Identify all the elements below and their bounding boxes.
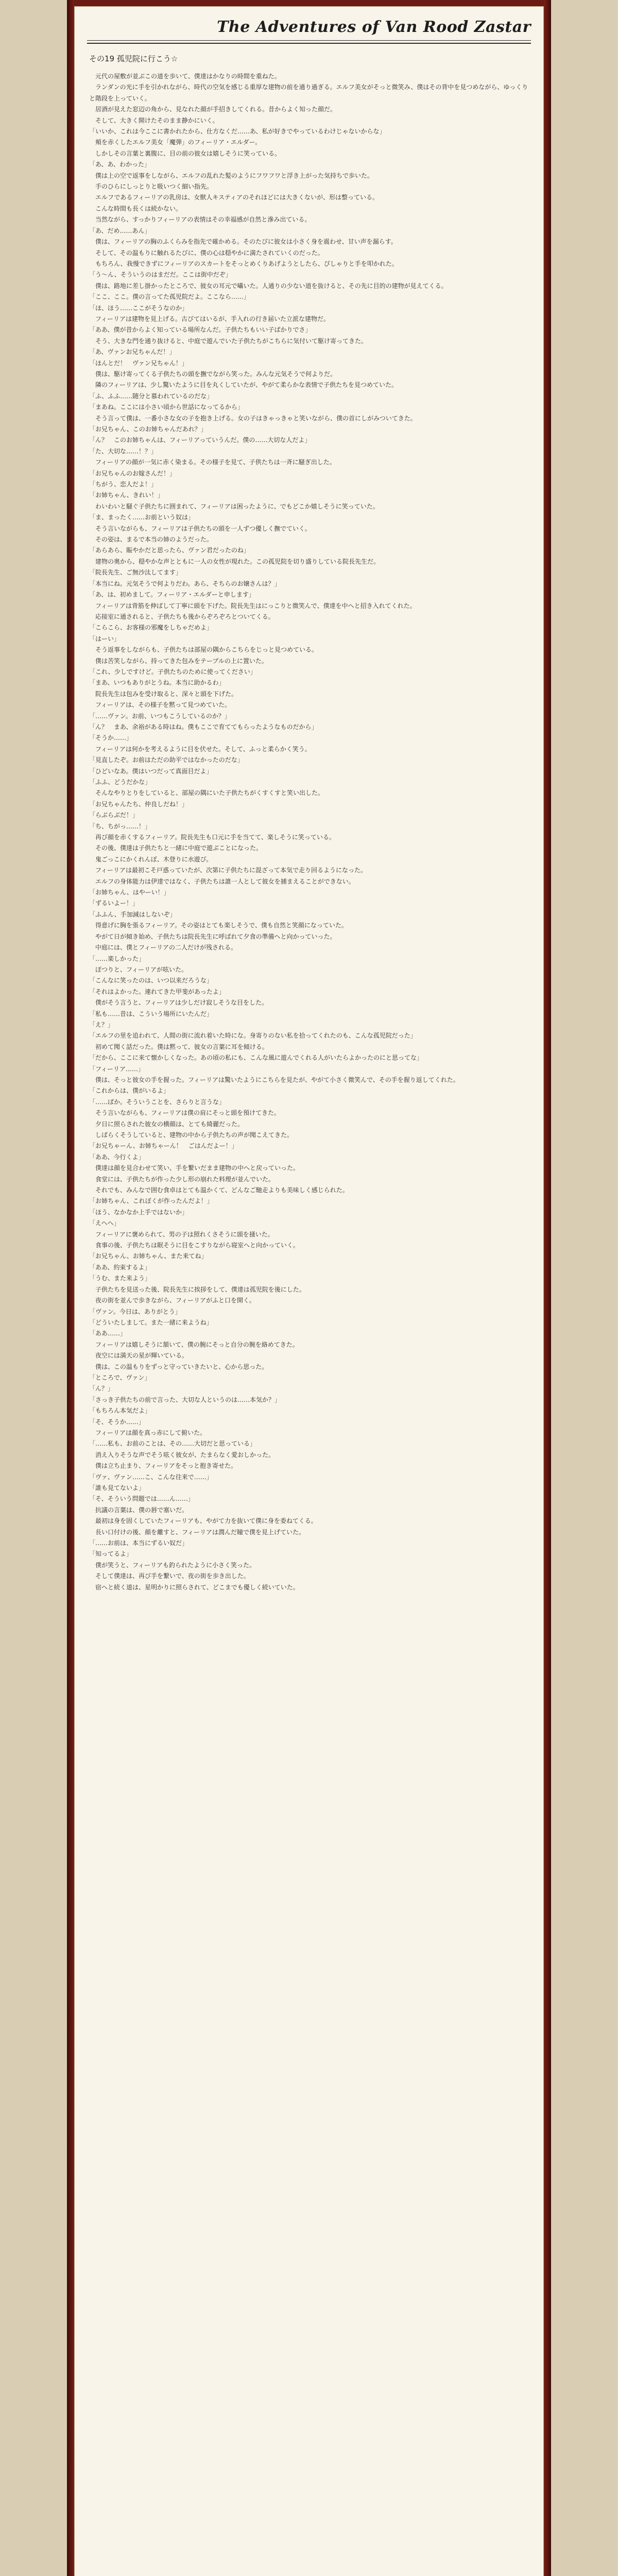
story-paragraph: 「あ、は、初めまして。フィーリア・エルダーと申します」 [89, 591, 255, 599]
story-paragraph: 応接室に通されると、子供たちも後からぞろぞろとついてくる。 [89, 613, 274, 620]
story-paragraph: 「これ、少しですけど。子供たちのために使ってください」 [89, 668, 256, 675]
story-paragraph: 食堂には、子供たちが作った少し形の崩れた料理が並んでいた。 [89, 1175, 275, 1183]
story-paragraph: 「お兄ちゃん、このお姉ちゃんだあれ？」 [89, 426, 207, 433]
story-paragraph: 「ああ、約束するよ」 [89, 1263, 151, 1271]
story-paragraph: 「た、大切な……！？」 [89, 447, 158, 455]
story-paragraph: やがて日が傾き始め、子供たちは院長先生に呼ばれて夕食の準備へと向かっていった。 [89, 933, 336, 940]
header-rule [87, 40, 531, 41]
story-paragraph: フィーリアの顔が一気に赤く染まる。その様子を見て、子供たちは一斉に騒ぎ出した。 [89, 459, 336, 466]
story-paragraph: 得意げに胸を張るフィーリア。その姿はとても楽しそうで、僕も自然と笑顔になっていた。 [89, 922, 348, 929]
story-paragraph: 僕は上の空で返事をしながら、エルフの乱れた髪のようにフワフワと浮き上がった気持ちで歩いた。 [89, 172, 373, 179]
story-paragraph: 「ひどいなあ。僕はいつだって真面目だよ」 [89, 767, 213, 775]
story-paragraph: 「ち、ちがっ……！」 [89, 822, 151, 830]
story-paragraph: 「お姉ちゃん、これぼくが作ったんだよ！」 [89, 1197, 213, 1205]
story-paragraph: そう返事をしながらも、子供たちは部屋の隅からこちらをじっと見つめている。 [89, 646, 318, 654]
story-paragraph: 僕達は顔を見合わせて笑い、手を繋いだまま建物の中へと戻っていった。 [89, 1164, 300, 1172]
story-paragraph: 「ずるいよー！」 [89, 900, 139, 907]
story-paragraph: 「そうか……」 [89, 734, 133, 742]
story-paragraph: 「お兄ちゃーん、お姉ちゃーん！ ごはんだよー！」 [89, 1142, 238, 1150]
story-paragraph: 「さっき子供たちの前で言った、大切な人というのは……本気か？」 [89, 1396, 281, 1403]
story-paragraph: 僕は、そっと彼女の手を握った。フィーリアは驚いたようにこちらを見たが、やがて小さく微笑んで、その手を握り返してくれた。 [89, 1076, 459, 1083]
story-paragraph: 「お兄ちゃんたち、仲良しだね！」 [89, 800, 188, 808]
story-paragraph: 「あ、ヴァンお兄ちゃんだ！」 [89, 348, 176, 356]
story-paragraph: 再び顔を赤くするフィーリア。院長先生も口元に手を当てて、楽しそうに笑っている。 [89, 834, 335, 841]
story-paragraph: 「ま、まったく……お前という奴は」 [89, 514, 195, 521]
page-header [87, 7, 531, 44]
story-paragraph: 「あ、あ、わかった」 [89, 161, 151, 168]
story-paragraph: そう言いながらも、フィーリアは僕の肩にそっと頭を預けてきた。 [89, 1109, 281, 1117]
story-paragraph: 「いいか、これは今ここに書かれたから、仕方なくだ……あ、私が好きでやっているわけじゃないからな」 [89, 128, 386, 135]
story-paragraph: フィーリアに褒められて、男の子は照れくさそうに頭を掻いた。 [89, 1230, 274, 1238]
story-paragraph: 「ふふん、手加減はしないぞ」 [89, 910, 176, 918]
story-paragraph: その後、僕達は子供たちと一緒に中庭で遊ぶことになった。 [89, 844, 263, 852]
story-paragraph: もちろん、我慢できずにフィーリアのスカートをそっとめくりあげようとしたら、ぴしゃりと手を叩かれた。 [89, 260, 398, 267]
story-paragraph: そう言って僕は、一番小さな女の子を抱き上げる。女の子はきゃっきゃと笑いながら、僕の首にしがみついてきた。 [89, 414, 417, 422]
series-title: The Adventures of Van Rood Zastar [217, 18, 531, 36]
story-paragraph: 「えへへ」 [89, 1219, 120, 1227]
story-paragraph: 「ほう、なかなか上手ではないか」 [89, 1208, 188, 1216]
story-paragraph: 「本当にね。元気そうで何よりだわ。あら、そちらのお嬢さんは？」 [89, 580, 281, 587]
story-paragraph: フィーリアは背筋を伸ばして丁寧に頭を下げた。院長先生はにっこりと微笑んで、僕達を中へと招き入れてくれた。 [89, 602, 416, 609]
story-paragraph: 「お兄ちゃんのお嫁さんだ！」 [89, 469, 176, 477]
story-paragraph: 「こんなに笑ったのは、いつ以来だろうな」 [89, 977, 213, 985]
story-paragraph: 「まあね。ここには小さい頃から世話になってるから」 [89, 403, 244, 411]
story-paragraph: 宿へと続く道は、星明かりに照らされて、どこまでも優しく続いていた。 [89, 1583, 299, 1591]
story-paragraph: ランダンの光に手を引かれながら、時代の空気を感じる重厚な建物の前を通り過ぎる。エルフ美女がそっと微笑み、僕はその背中を見つめながら、ゆっくりと階段を上っていく。 [89, 83, 528, 102]
story-paragraph: 初めて聞く話だった。僕は黙って、彼女の言葉に耳を傾ける。 [89, 1043, 268, 1050]
story-paragraph: 「ヴァン。今日は、ありがとう」 [89, 1308, 181, 1315]
story-paragraph: 元代の屋敷が並ぶこの道を歩いて、僕達はかなりの時間を重ねた。 [89, 73, 281, 80]
story-paragraph: それでも、みんなで囲む食卓はとても温かくて、どんなご馳走よりも美味しく感じられた。 [89, 1187, 349, 1194]
story-paragraph: 隣のフィーリアは、少し驚いたように目を丸くしていたが、やがて柔らかな表情で子供たちを見つめていた。 [89, 381, 398, 389]
story-paragraph: 「う〜ん、そういうのはまだだ。ここは街中だぞ」 [89, 271, 232, 279]
story-paragraph: 「お姉ちゃん、はやーい！」 [89, 889, 170, 896]
story-paragraph: そんなやりとりをしていると、部屋の隅にいた子供たちがくすくすと笑い出した。 [89, 789, 324, 797]
story-paragraph: 「ん？」 [89, 1385, 114, 1393]
story-paragraph: 「もちろん本気だよ」 [89, 1407, 151, 1415]
story-paragraph: 「そ、そういう問題では……ん……」 [89, 1495, 194, 1503]
story-paragraph: 「誰も見てないよ」 [89, 1484, 145, 1492]
story-paragraph: その姿は、まるで本当の姉のようだった。 [89, 536, 213, 544]
story-paragraph: 抗議の言葉は、僕の唇で塞いだ。 [89, 1506, 188, 1514]
story-paragraph: そう、大きな門を通り抜けると、中庭で遊んでいた子供たちがこちらに気付いて駆け寄ってきた。 [89, 337, 368, 345]
story-paragraph: 頬を赤くしたエルフ美女「魔弾」のフィーリア・エルダー。 [89, 139, 262, 146]
story-paragraph: 「はーい」 [89, 635, 121, 642]
story-paragraph: 「どういたしまして。また一緒に来ようね」 [89, 1318, 213, 1326]
story-paragraph: 「ほ、ほう……ここがそうなのか」 [89, 304, 188, 312]
story-paragraph: 「まあ、いつもありがとうね。本当に助かるわ」 [89, 679, 225, 687]
story-paragraph: 「だから、ここに来て懐かしくなった。あの頃の私にも、こんな風に遊んでくれる人がいたらよかったのにと思ってな」 [89, 1054, 423, 1062]
story-paragraph: 「エルフの里を追われて、人間の街に流れ着いた時にな。身寄りのない私を拾ってくれたのも、こんな孤児院だった」 [89, 1032, 417, 1040]
story-paragraph: こんな時間も長くは続かない。 [89, 205, 182, 212]
story-paragraph: 僕がそう言うと、フィーリアは少しだけ寂しそうな目をした。 [89, 999, 268, 1007]
story-paragraph: 「そ、そうか……」 [89, 1418, 145, 1426]
story-paragraph: そう言いながらも、フィーリアは子供たちの頭を一人ずつ優しく撫でていく。 [89, 524, 311, 532]
story-paragraph: 「見直したぞ。お前はただの助平ではなかったのだな」 [89, 756, 244, 764]
story-paragraph: 僕は苦笑しながら、持ってきた包みをテーブルの上に置いた。 [89, 657, 268, 665]
story-paragraph: 消え入りそうな声でそう呟く彼女が、たまらなく愛おしかった。 [89, 1451, 275, 1459]
story-paragraph: 僕は、この温もりをずっと守っていきたいと、心から思った。 [89, 1363, 268, 1370]
story-paragraph: 「院長先生、ご無沙汰してます」 [89, 569, 182, 577]
story-paragraph: エルフであるフィーリアの乳房は、女獣人キスティアのそれほどには大きくないが、形は整っている。 [89, 194, 379, 201]
story-paragraph: 「え？」 [89, 1021, 114, 1028]
story-body [89, 71, 529, 1593]
story-paragraph: 「ここ、ここ。僕の言ってた孤児院だよ。ここなら……」 [89, 293, 250, 301]
story-paragraph: フィーリアは、その様子を黙って見つめていた。 [89, 701, 231, 709]
story-paragraph: 「らぶらぶだ！」 [89, 811, 139, 819]
story-paragraph: フィーリアは最初こそ戸惑っていたが、次第に子供たちに混ざって本気で走り回るようになった。 [89, 867, 367, 874]
story-paragraph: 「こらこら、お客様の邪魔をしちゃだめよ」 [89, 624, 213, 632]
story-paragraph: 「これからは、僕がいるよ」 [89, 1087, 170, 1095]
story-paragraph: エルフの身体能力は伊達ではなく、子供たちは誰一人として彼女を捕まえることができない。 [89, 877, 355, 885]
story-paragraph: 「……お前は、本当にずるい奴だ」 [89, 1539, 188, 1547]
story-paragraph: 手のひらにしっとりと吸いつく細い指先。 [89, 183, 213, 191]
story-paragraph: 「ちがう、恋人だよ！」 [89, 481, 158, 488]
story-paragraph: フィーリアは何かを考えるように目を伏せた。そして、ふっと柔らかく笑う。 [89, 745, 311, 753]
story-paragraph: そして僕達は、再び手を繋いで、夜の街を歩き出した。 [89, 1572, 250, 1580]
story-paragraph: 「お兄ちゃん、お姉ちゃん、また来てね」 [89, 1252, 208, 1260]
story-paragraph: 「……ヴァン。お前、いつもこうしているのか？」 [89, 712, 231, 720]
story-paragraph: 最初は身を固くしていたフィーリアも、やがて力を抜いて僕に身を委ねてくる。 [89, 1517, 317, 1525]
story-paragraph: しかしその言葉と裏腹に、目の前の彼女は嬉しそうに笑っている。 [89, 149, 281, 157]
story-paragraph: 「……楽しかった」 [89, 955, 145, 962]
story-paragraph: 中庭には、僕とフィーリアの二人だけが残される。 [89, 944, 237, 952]
story-paragraph: 「お姉ちゃん、きれい！」 [89, 492, 164, 499]
story-paragraph: 建物の奥から、穏やかな声とともに一人の女性が現れた。この孤児院を切り盛りしている院長先生だ。 [89, 557, 380, 565]
story-paragraph: 「うむ、また来よう」 [89, 1275, 151, 1282]
story-paragraph: 僕は立ち止まり、フィーリアをそっと抱き寄せた。 [89, 1462, 237, 1470]
story-paragraph: 夜空には満天の星が輝いている。 [89, 1352, 188, 1360]
story-paragraph: 「ふふ、どうだかな」 [89, 778, 151, 786]
story-paragraph: 子供たちを見送った後、院長先生に挨拶をして、僕達は孤児院を後にした。 [89, 1285, 305, 1293]
story-paragraph: 「ああ、僕が昔からよく知っている場所なんだ。子供たちもいい子ばかりでさ」 [89, 326, 312, 334]
story-paragraph: 夜の街を並んで歩きながら、フィーリアがふと口を開く。 [89, 1297, 255, 1304]
story-paragraph: わいわいと騒ぐ子供たちに囲まれて、フィーリアは困ったように、でもどこか嬉しそうに笑っていた。 [89, 502, 379, 510]
story-paragraph: 「ところで、ヴァン」 [89, 1374, 151, 1381]
story-paragraph: 「……私も、お前のことは、その……大切だと思っている」 [89, 1440, 256, 1448]
story-paragraph: 「知ってるよ」 [89, 1550, 133, 1558]
story-paragraph: 「私も……昔は、こういう場所にいたんだ」 [89, 1010, 213, 1018]
story-paragraph: しばらくそうしていると、建物の中から子供たちの声が聞こえてきた。 [89, 1131, 294, 1139]
frame-edge-left [67, 0, 74, 2576]
story-paragraph: 鬼ごっこにかくれんぼ、木登りに水遊び。 [89, 855, 213, 863]
story-paragraph: 僕は、駆け寄ってくる子供たちの頭を撫でながら笑った。みんな元気そうで何よりだ。 [89, 370, 337, 378]
story-paragraph: 「フィーリア……」 [89, 1065, 145, 1073]
chapter-title: その19 孤児院に行こう☆ [89, 54, 178, 63]
story-paragraph: 「それはよかった。連れてきた甲斐があったよ」 [89, 988, 225, 995]
story-paragraph: 夕日に照らされた彼女の横顔は、とても綺麗だった。 [89, 1120, 244, 1128]
story-paragraph: 「ん？ まあ、余裕がある時はね。僕もここで育ててもらったようなものだから」 [89, 723, 318, 731]
story-paragraph: 「ん？ このお姉ちゃんは、フィーリアっていうんだ。僕の……大切な人だよ」 [89, 436, 311, 444]
story-paragraph: 「あらあら、賑やかだと思ったら、ヴァン君だったのね」 [89, 547, 250, 554]
story-page [74, 6, 544, 2576]
story-paragraph: フィーリアは嬉しそうに頷いて、僕の腕にそっと自分の腕を絡めてきた。 [89, 1341, 299, 1348]
story-paragraph: 「ああ……」 [89, 1330, 127, 1337]
story-paragraph: 「ヴァ、ヴァン……こ、こんな往来で……」 [89, 1473, 213, 1481]
story-paragraph: 当然ながら、すっかりフィーリアの表情はその幸福感が自然と滲み出ている。 [89, 216, 311, 224]
story-paragraph: 「ふ、ふふ……随分と慕われているのだな」 [89, 392, 213, 400]
story-paragraph: 食事の後、子供たちは眠そうに目をこすりながら寝室へと向かっていく。 [89, 1242, 299, 1249]
story-paragraph: 僕は、フィーリアの胸のふくらみを指先で確かめる。そのたびに彼女は小さく身を震わせ、甘い声を漏らす。 [89, 238, 397, 246]
story-paragraph: 僕は、路地に差し掛かったところで、彼女の耳元で囁いた。人通りの少ない道を抜けると、その先に目的の建物が見えてくる。 [89, 282, 448, 290]
story-paragraph: 居酒が見えた窓辺の角から、見なれた顔が手招きしてくれる。昔からよく知った顔だ。 [89, 106, 337, 113]
story-paragraph: 「あ、だめ……あん」 [89, 227, 151, 234]
story-paragraph: 僕が笑うと、フィーリアも釣られたように小さく笑った。 [89, 1561, 256, 1569]
story-paragraph: 「ほんとだ！ ヴァン兄ちゃん！」 [89, 359, 188, 367]
story-paragraph: ぽつりと、フィーリアが呟いた。 [89, 965, 188, 973]
story-paragraph: 長い口付けの後、顔を離すと、フィーリアは潤んだ瞳で僕を見上げていた。 [89, 1528, 305, 1536]
story-paragraph: フィーリアは建物を見上げる。古びてはいるが、手入れの行き届いた立派な建物だ。 [89, 315, 330, 323]
frame-edge-right [544, 0, 551, 2576]
story-paragraph: 院長先生は包みを受け取ると、深々と頭を下げた。 [89, 690, 238, 698]
story-paragraph: そして、大きく開けたそのまま静かにいく。 [89, 116, 219, 124]
story-paragraph: 「ああ、今行くよ」 [89, 1153, 145, 1161]
story-paragraph: そして、その温もりに触れるたびに、僕の心は穏やかに満たされていくのだった。 [89, 249, 324, 257]
story-paragraph: 「……ばか。そういうことを、さらりと言うな」 [89, 1098, 226, 1106]
story-paragraph: フィーリアは顔を真っ赤にして俯いた。 [89, 1429, 207, 1436]
